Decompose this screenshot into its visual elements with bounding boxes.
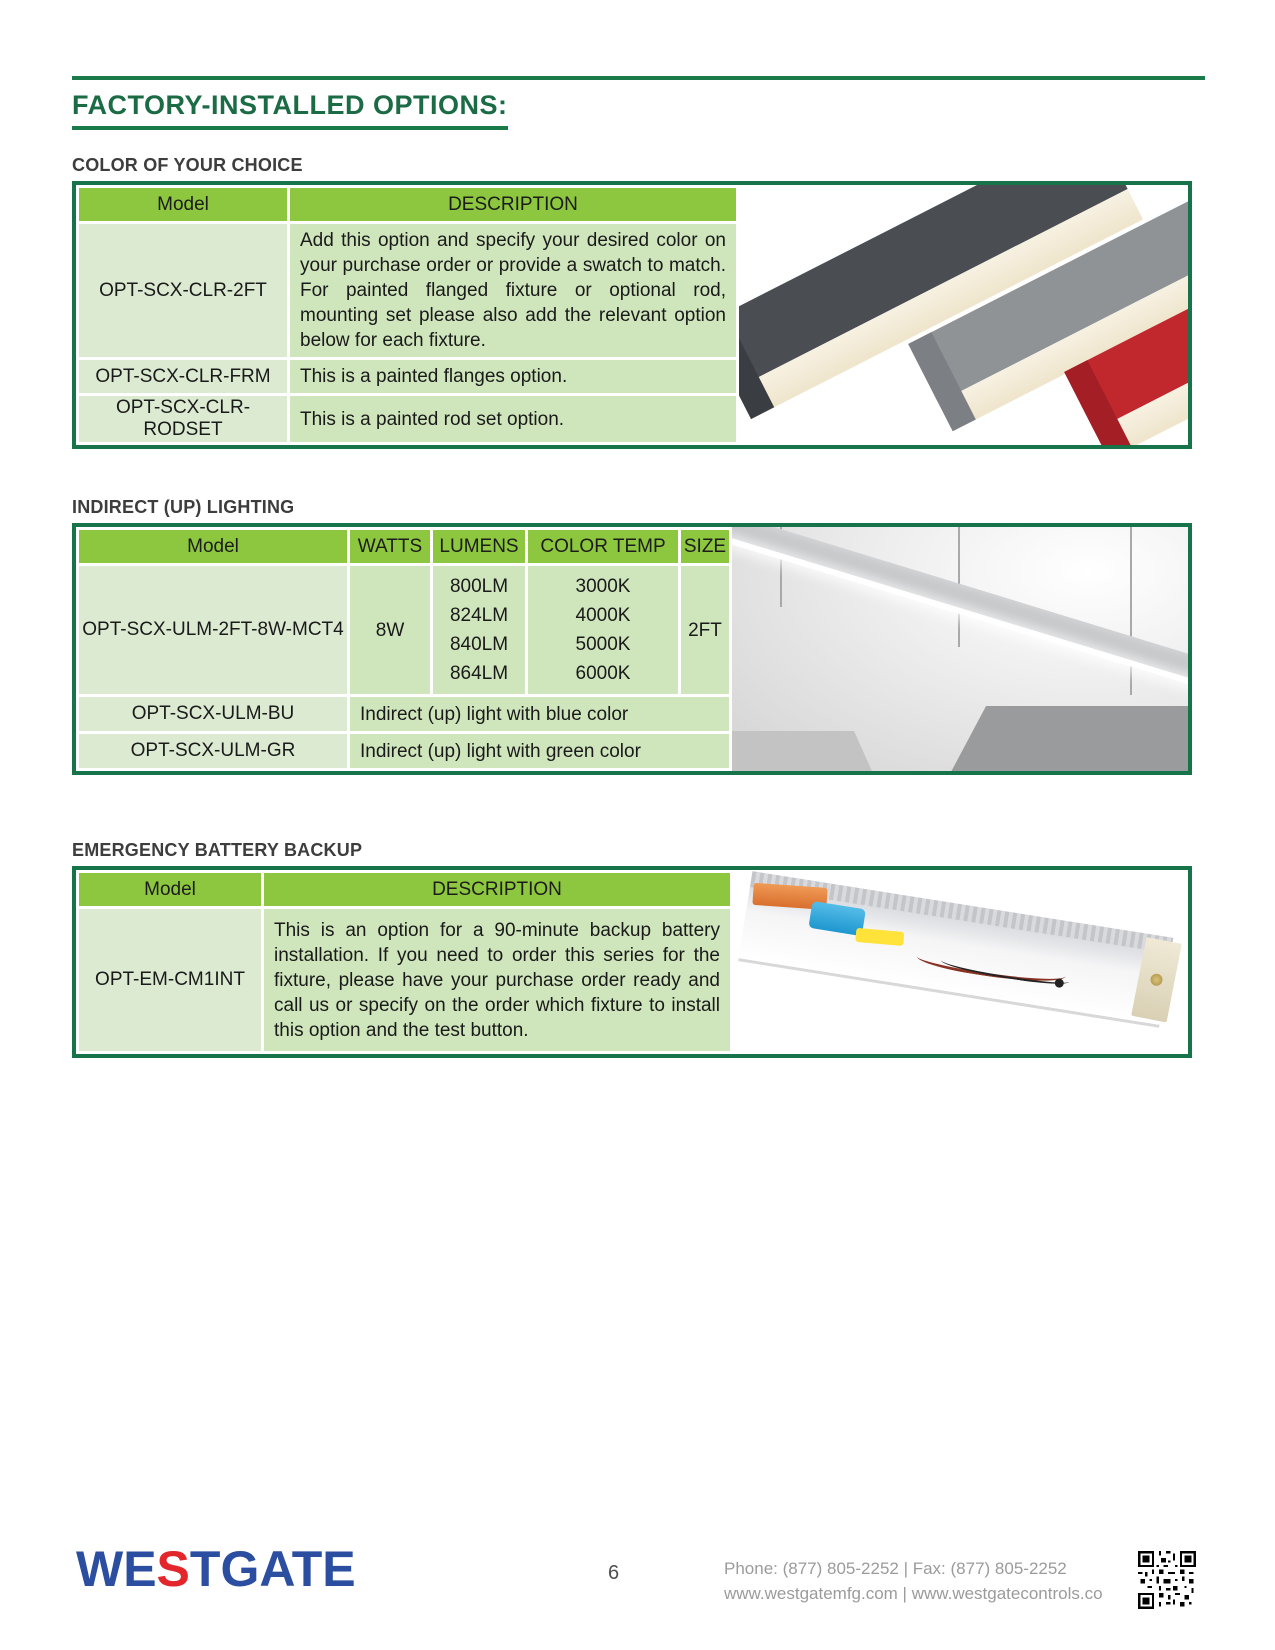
table-row bbox=[79, 360, 736, 393]
wall-edge-graphic bbox=[732, 731, 878, 771]
section-label: INDIRECT (UP) LIGHTING bbox=[72, 497, 295, 517]
watts-cell: 8W bbox=[350, 566, 430, 694]
model-cell: OPT-EM-CM1INT bbox=[79, 909, 261, 1051]
lumens-value: 864LM bbox=[449, 663, 509, 684]
column-header-description: DESCRIPTION bbox=[264, 873, 730, 906]
phone-fax-line: Phone: (877) 805-2252 | Fax: (877) 805-2252 bbox=[724, 1559, 1067, 1578]
column-header-watts: WATTS bbox=[350, 530, 430, 563]
description-cell: This is a painted flanges option. bbox=[290, 360, 736, 393]
product-photo-colored-fixtures bbox=[739, 185, 1188, 445]
table-header-row bbox=[79, 188, 736, 221]
color-temp-value: 3000K bbox=[575, 576, 631, 597]
wall-soffit-graphic bbox=[941, 706, 1188, 771]
description-cell: Indirect (up) light with green color bbox=[350, 734, 729, 768]
model-cell: OPT-SCX-CLR-2FT bbox=[79, 224, 287, 357]
description-cell: This is an option for a 90-minute backup battery installation. If you need to order this series for the fixture, please have your purchase order ready and call us or specify on the order which fixture to install this option and the test button. bbox=[264, 909, 730, 1051]
page-number: 6 bbox=[608, 1562, 620, 1584]
label-sticker-graphic bbox=[855, 928, 904, 946]
column-header-description: DESCRIPTION bbox=[290, 188, 736, 221]
column-header-model: Model bbox=[79, 188, 287, 221]
website-line: www.westgatemfg.com | www.westgatecontrols.co bbox=[724, 1584, 1103, 1603]
section-color-of-your-choice bbox=[72, 155, 1192, 449]
section-label: EMERGENCY BATTERY BACKUP bbox=[72, 840, 363, 860]
section-indirect-up-lighting bbox=[72, 497, 1192, 775]
color-options-table bbox=[76, 185, 739, 445]
product-photo-battery-channel bbox=[733, 870, 1188, 1054]
table-row bbox=[79, 224, 736, 357]
model-cell: OPT-SCX-CLR-FRM bbox=[79, 360, 287, 393]
color-temp-value: 6000K bbox=[575, 663, 631, 684]
page-title: FACTORY-INSTALLED OPTIONS: bbox=[72, 90, 508, 130]
lumens-value: 800LM bbox=[449, 576, 509, 597]
table-row bbox=[79, 566, 729, 694]
description-cell: Indirect (up) light with blue color bbox=[350, 697, 729, 731]
section-emergency-battery-backup bbox=[72, 840, 1192, 1058]
open-channel-graphic bbox=[739, 871, 1174, 1025]
section-label: COLOR OF YOUR CHOICE bbox=[72, 155, 303, 175]
qr-code-icon bbox=[1138, 1551, 1196, 1609]
column-header-size: SIZE bbox=[681, 530, 729, 563]
indirect-lighting-table bbox=[76, 527, 732, 771]
column-header-color-temp: COLOR TEMP bbox=[528, 530, 678, 563]
column-header-model: Model bbox=[79, 873, 261, 906]
options-table-frame bbox=[72, 523, 1192, 775]
contact-info bbox=[724, 1556, 1103, 1606]
table-header-row bbox=[79, 873, 730, 906]
table-row bbox=[79, 909, 730, 1051]
description-cell: Add this option and specify your desired color on your purchase order or provide a swatch to match. For painted flanged fixture or optional rod, mounting set please also add the relevant option below for each fixture. bbox=[290, 224, 736, 357]
table-row bbox=[79, 734, 729, 768]
logo-text-red: S bbox=[156, 1541, 190, 1597]
lumens-value: 840LM bbox=[449, 634, 509, 655]
logo-text-blue: WE bbox=[76, 1541, 157, 1597]
color-temp-value: 4000K bbox=[575, 605, 631, 626]
table-header-row bbox=[79, 530, 729, 563]
model-cell: OPT-SCX-ULM-2FT-8W-MCT4 bbox=[79, 566, 347, 694]
lumens-cell bbox=[433, 566, 525, 694]
column-header-model: Model bbox=[79, 530, 347, 563]
color-temp-value: 5000K bbox=[575, 634, 631, 655]
logo-text-blue: TGATE bbox=[189, 1541, 356, 1597]
color-temp-cell bbox=[528, 566, 678, 694]
table-row bbox=[79, 697, 729, 731]
lumens-value: 824LM bbox=[449, 605, 509, 626]
column-header-lumens: LUMENS bbox=[433, 530, 525, 563]
fixture-endcap-graphic bbox=[1131, 937, 1182, 1022]
model-cell: OPT-SCX-CLR-RODSET bbox=[79, 396, 287, 442]
size-cell: 2FT bbox=[681, 566, 729, 694]
table-row bbox=[79, 396, 736, 442]
options-table-frame bbox=[72, 181, 1192, 449]
model-cell: OPT-SCX-ULM-BU bbox=[79, 697, 347, 731]
battery-backup-table bbox=[76, 870, 733, 1054]
model-cell: OPT-SCX-ULM-GR bbox=[79, 734, 347, 768]
westgate-logo bbox=[76, 1540, 356, 1598]
endcap-screw-graphic bbox=[1149, 973, 1163, 987]
suspension-wire bbox=[1130, 527, 1132, 695]
options-table-frame bbox=[72, 866, 1192, 1058]
description-cell: This is a painted rod set option. bbox=[290, 396, 736, 442]
product-photo-suspended-fixture bbox=[732, 527, 1188, 771]
suspended-fixture-graphic bbox=[732, 527, 1188, 696]
wire-connector-graphic bbox=[1054, 978, 1064, 988]
top-divider-rule bbox=[72, 76, 1205, 80]
